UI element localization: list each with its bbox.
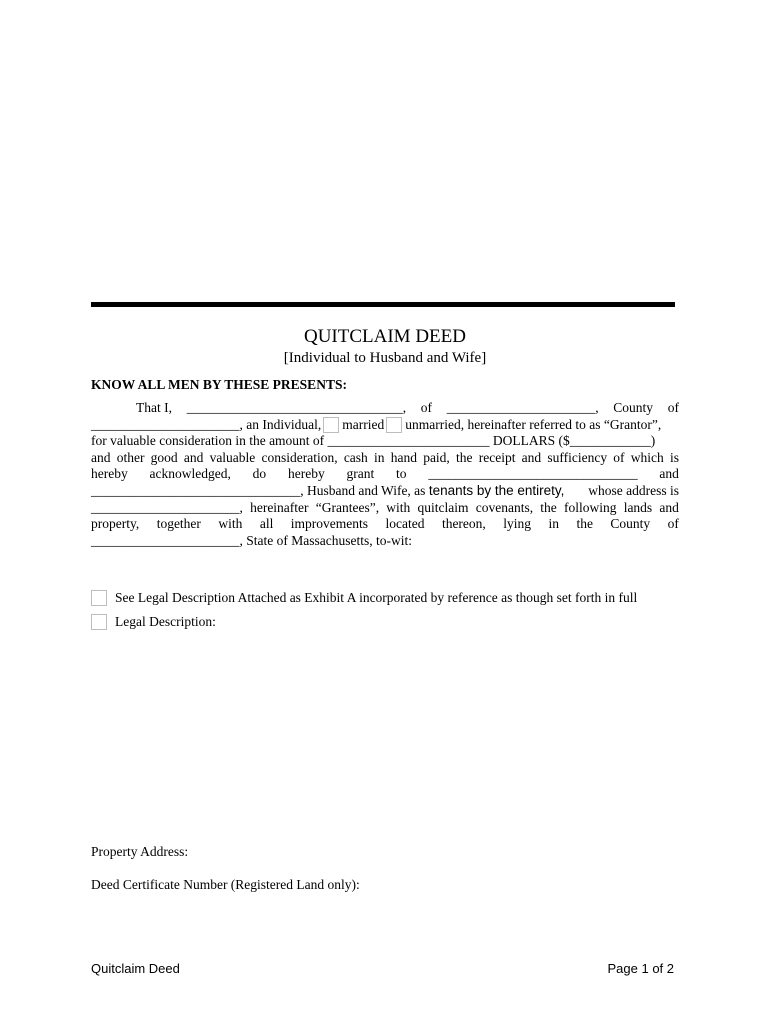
grantee-1-blank: _______________________________ (428, 466, 638, 482)
legal-description-option (91, 614, 216, 630)
body-text: paid, (423, 449, 450, 465)
property-address-label: Property Address: (91, 844, 189, 859)
exhibit-option (91, 590, 637, 606)
body-text: the (576, 516, 593, 532)
know-all-men-heading: KNOW ALL MEN BY THESE PRESENTS: (91, 377, 347, 392)
body-text: do (252, 466, 267, 482)
exhibit-checkbox[interactable] (91, 590, 107, 606)
body-text: the (540, 499, 557, 515)
body-line-5 (91, 466, 679, 483)
body-text: property, (91, 516, 140, 532)
body-text: with (218, 516, 243, 532)
legal-description-label: Legal Description: (115, 614, 216, 629)
tenancy-text: tenants by the entirety, (428, 482, 565, 498)
body-line-8 (91, 516, 679, 533)
body-text: of (667, 516, 679, 532)
body-text: all (259, 516, 274, 532)
body-text: of (613, 449, 625, 465)
body-text: other (116, 449, 145, 465)
body-text: receipt (478, 449, 516, 465)
body-text: whose address is (588, 482, 679, 498)
consideration-amount: for valuable consideration in the amount of ________________________ DOLLARS ($____________) (91, 433, 656, 449)
body-text: hand (390, 449, 417, 465)
body-line-2 (91, 417, 679, 434)
body-text: lands (623, 499, 653, 515)
body-text: hereby (91, 466, 128, 482)
grantee-address-blank: ______________________, (91, 499, 243, 515)
body-text: County (613, 400, 654, 415)
body-line-3 (91, 433, 679, 450)
grantor-city-blank: ______________________, (446, 400, 599, 415)
body-text: improvements (290, 516, 369, 532)
married-checkbox[interactable] (323, 417, 339, 433)
body-text: located (385, 516, 425, 532)
body-text: thereon, (441, 516, 486, 532)
body-text: which (630, 449, 664, 465)
body-text: following (563, 499, 617, 515)
body-text: in (548, 516, 559, 532)
body-text: good (150, 449, 178, 465)
document-title: QUITCLAIM DEED (303, 326, 466, 347)
body-text: together (156, 516, 201, 532)
header-rule (91, 302, 675, 307)
body-text: hereby (287, 466, 325, 482)
document-subtitle: [Individual to Husband and Wife] (283, 350, 487, 366)
body-text: to (396, 466, 407, 482)
footer-document-name: Quitclaim Deed (91, 961, 180, 976)
body-text: acknowledged, (149, 466, 231, 482)
body-text: sufficiency (547, 449, 608, 465)
body-text: consideration, (261, 449, 338, 465)
body-text: the (456, 449, 473, 465)
deed-certificate-label: Deed Certificate Number (Registered Land only): (91, 877, 360, 892)
property-county-blank: ______________________, State of Massachusetts, to-wit: (91, 532, 412, 548)
married-label: married (342, 416, 385, 432)
body-text: That I, (136, 400, 172, 415)
body-text: and (183, 449, 204, 465)
legal-description-checkbox[interactable] (91, 614, 107, 630)
body-text: valuable (209, 449, 256, 465)
body-line-1 (91, 400, 679, 417)
body-text: in (374, 449, 385, 465)
body-text: hereinafter (250, 499, 309, 515)
body-text: “Grantees”, (315, 499, 380, 515)
body-text: and (91, 449, 111, 465)
body-text: County (610, 516, 651, 532)
grantor-name-blank: ________________________________, (186, 400, 407, 415)
body-line-9 (91, 533, 679, 550)
body-text: grant (346, 466, 375, 482)
body-text: lying (503, 516, 532, 532)
body-text: is (669, 449, 679, 465)
body-text: of (667, 400, 679, 415)
body-text: and (521, 449, 542, 465)
body-text: and (659, 466, 679, 482)
unmarried-checkbox[interactable] (386, 417, 402, 433)
grantee-2-blank: _______________________________, Husband and Wife, as (91, 482, 426, 498)
body-text: cash (343, 449, 368, 465)
grantor-county-blank: ______________________, an Individual, (91, 416, 322, 432)
exhibit-label: See Legal Description Attached as Exhibit A incorporated by reference as though set forth in full (115, 590, 638, 605)
deed-body (91, 400, 679, 549)
body-text: covenants, (475, 499, 534, 515)
body-line-7 (91, 500, 679, 517)
body-line-4 (91, 450, 679, 467)
body-line-6 (91, 483, 679, 500)
body-text: with (386, 499, 411, 515)
body-text: of (420, 400, 432, 415)
body-text: quitclaim (417, 499, 469, 515)
unmarried-label: unmarried, hereinafter referred to as “Grantor”, (405, 416, 662, 432)
body-text: and (659, 499, 679, 515)
footer-page-number: Page 1 of 2 (607, 961, 674, 976)
